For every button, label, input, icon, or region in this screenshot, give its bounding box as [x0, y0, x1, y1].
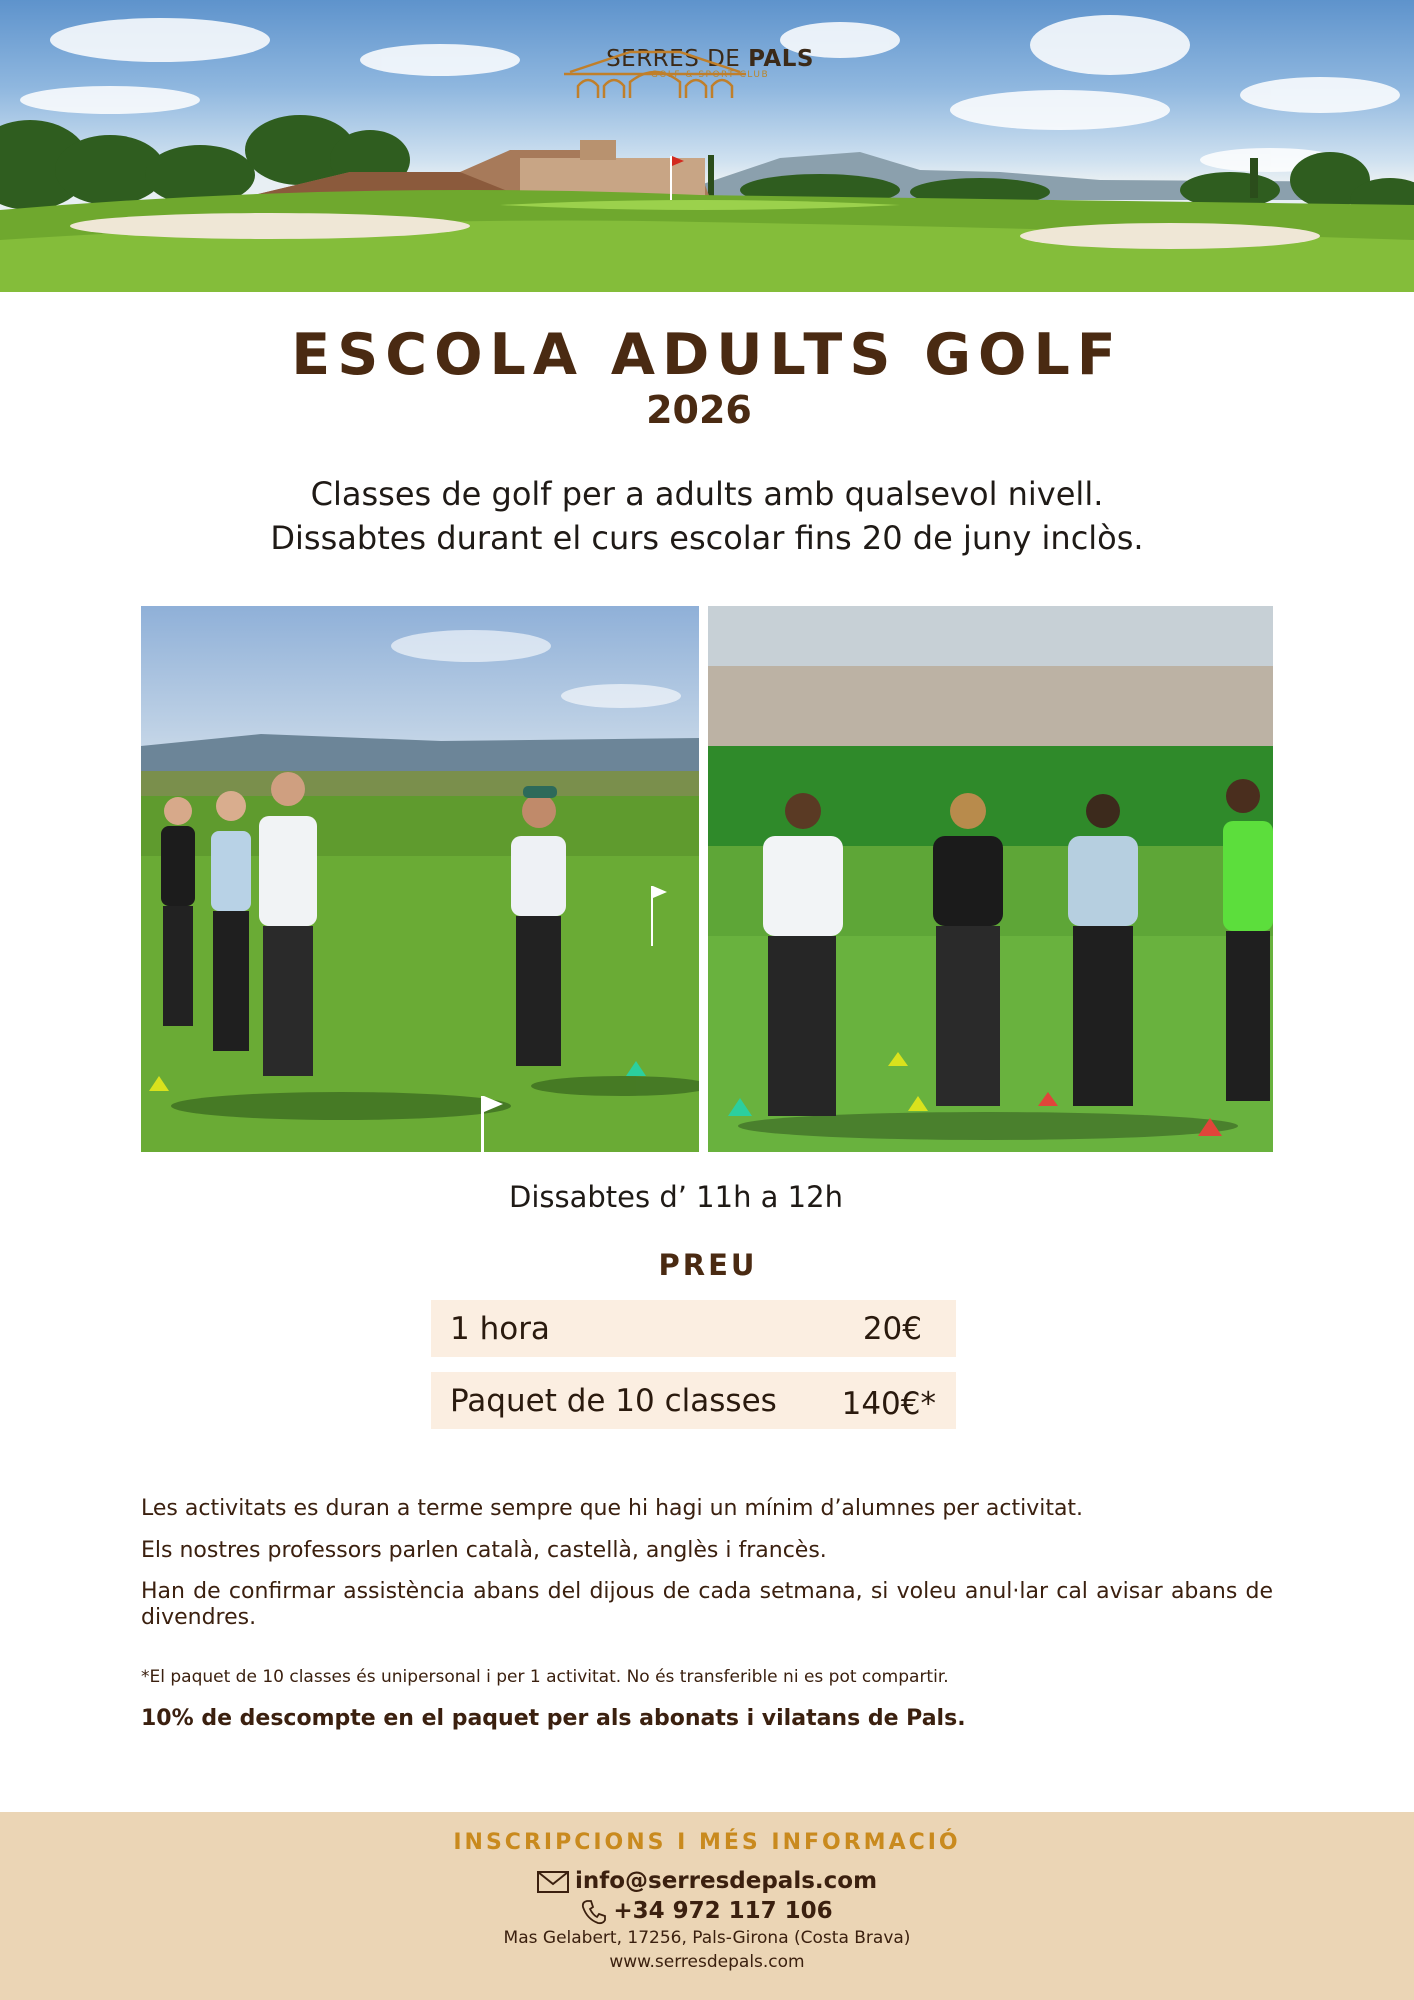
page-title: ESCOLA ADULTS GOLF: [291, 322, 1123, 388]
note-package-footnote: *El paquet de 10 classes és unipersonal i per 1 activitat. No és transferible ni es pot compartir.: [141, 1667, 949, 1687]
contact-phone-link[interactable]: +34 972 117 106: [613, 1898, 833, 1924]
contact-phone-row: [0, 1898, 1414, 1925]
note-languages: Els nostres professors parlen català, castellà, anglès i francès.: [141, 1538, 827, 1563]
intro-line-2: Dissabtes durant el curs escolar fins 20 de juny inclòs.: [270, 519, 1144, 557]
price-value: 20€: [862, 1311, 922, 1347]
page-year: 2026: [646, 388, 752, 432]
contact-heading: INSCRIPCIONS I MÉS INFORMACIÓ: [453, 1830, 961, 1855]
contact-footer: [0, 1812, 1414, 2000]
brand-name-bold: PALS: [748, 46, 814, 72]
mail-icon: [537, 1871, 569, 1893]
price-heading: PREU: [658, 1248, 758, 1282]
note-attendance: Han de confirmar assistència abans del dijous de cada setmana, si voleu anul·lar cal avisar abans de divendres.: [141, 1579, 1273, 1630]
contact-email-link[interactable]: info@serresdepals.com: [574, 1868, 878, 1894]
price-row-1-hour: [431, 1300, 956, 1357]
brand-name-regular: SERRES DE: [606, 46, 749, 72]
schedule-text: Dissabtes d’ 11h a 12h: [509, 1180, 843, 1214]
contact-email-row: [0, 1868, 1414, 1894]
intro-text: [0, 472, 1414, 560]
price-label: Paquet de 10 classes: [450, 1383, 777, 1419]
price-label: 1 hora: [450, 1311, 550, 1347]
note-minimum-students: Les activitats es duran a terme sempre que hi hagi un mínim d’alumnes per activitat.: [141, 1496, 1084, 1521]
intro-line-1: Classes de golf per a adults amb qualsevol nivell.: [310, 475, 1104, 513]
logo-arches-icon: [560, 44, 750, 100]
phone-icon: [581, 1899, 607, 1925]
header-banner: [0, 0, 1414, 292]
price-row-10-classes: [431, 1372, 956, 1429]
golf-lesson-photo-right: [708, 606, 1273, 1152]
brand-tagline: GOLF & SPORT CLUB: [650, 70, 770, 80]
note-discount: 10% de descompte en el paquet per als abonats i vilatans de Pals.: [141, 1706, 966, 1731]
contact-address: Mas Gelabert, 17256, Pals-Girona (Costa Brava): [503, 1928, 911, 1948]
contact-website-link[interactable]: www.serresdepals.com: [609, 1952, 805, 1972]
brand-logo: [560, 44, 860, 80]
golf-lesson-photo-left: [141, 606, 699, 1152]
price-value: 140€*: [841, 1386, 936, 1422]
